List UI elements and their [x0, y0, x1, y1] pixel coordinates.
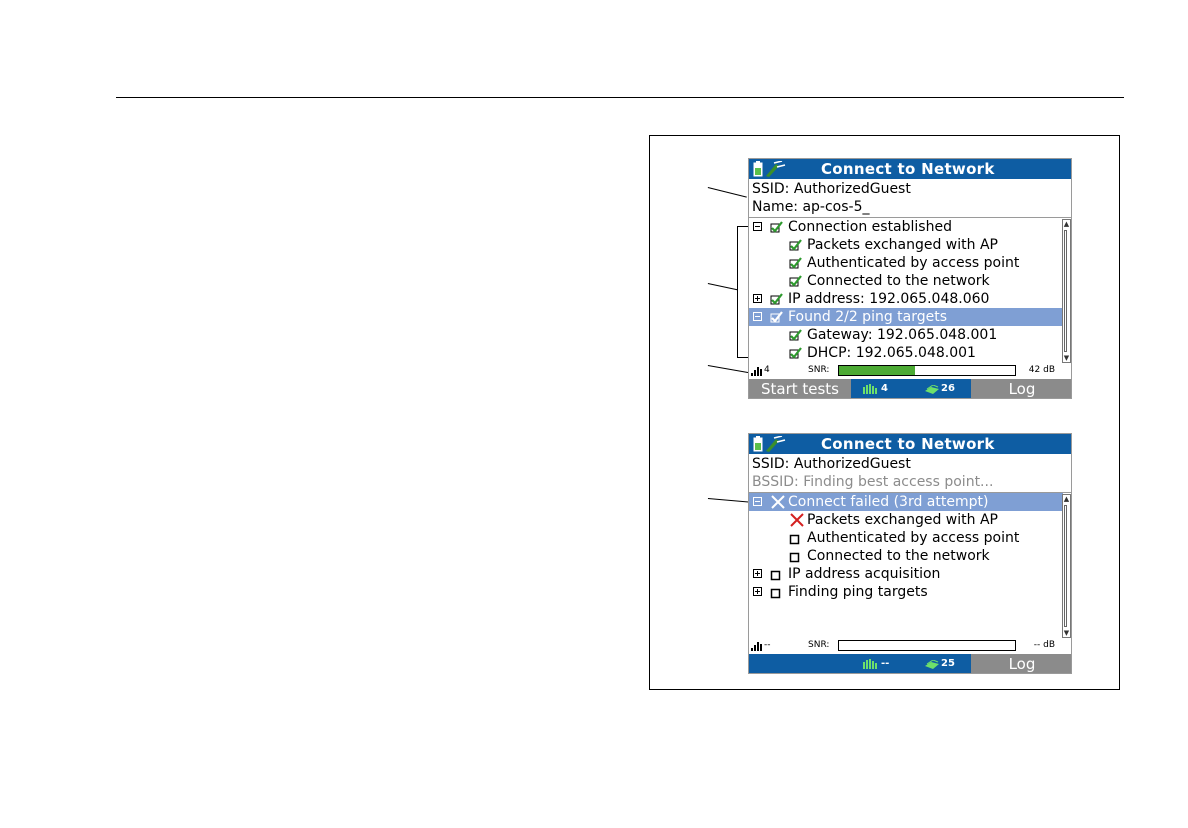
title-bar [749, 434, 1071, 454]
tree-row-packets[interactable] [749, 511, 1063, 529]
device-count: 25 [941, 658, 955, 669]
signal-value: 4 [764, 365, 770, 375]
scroll-up-arrow-icon[interactable]: ▲ [1063, 220, 1070, 228]
devices-icon [925, 660, 939, 669]
tree-row-ping-targets-selected[interactable] [749, 308, 1063, 326]
checkbox-checked-icon [789, 329, 802, 342]
soft-key-bar [749, 654, 1071, 674]
signal-value: -- [764, 640, 771, 650]
tree-row-ip-address[interactable] [749, 290, 1063, 308]
callout-bracket-tree [737, 226, 748, 358]
tree-row-ip-acquisition[interactable] [749, 565, 1063, 583]
row-label: Authenticated by access point [807, 255, 1020, 271]
checkbox-checked-icon [789, 275, 802, 288]
row-label: Connect failed (3rd attempt) [788, 494, 989, 510]
row-label: Connected to the network [807, 273, 990, 289]
row-label: Packets exchanged with AP [807, 512, 998, 528]
snr-bar [838, 640, 1016, 651]
battery-plug-icon [752, 436, 788, 452]
row-label: Packets exchanged with AP [807, 237, 998, 253]
snr-value: -- dB [1033, 640, 1055, 650]
scrollbar[interactable] [1062, 494, 1071, 638]
signal-count: 4 [881, 383, 888, 394]
row-label: Connection established [788, 219, 952, 235]
tree-row-gateway[interactable] [749, 326, 1063, 344]
collapse-icon[interactable] [753, 222, 762, 231]
scroll-thumb[interactable] [1064, 505, 1067, 627]
expand-icon[interactable] [753, 587, 762, 596]
checkbox-empty-icon [770, 568, 783, 581]
fail-x-icon [770, 494, 786, 510]
bssid-line: BSSID: Finding best access point... [752, 474, 994, 490]
snr-bar [838, 365, 1016, 376]
tree-row-connected[interactable] [749, 272, 1063, 290]
device-count: 26 [941, 383, 955, 394]
snr-label: SNR: [808, 640, 830, 650]
snr-bar-fill [839, 366, 915, 375]
scroll-up-arrow-icon[interactable]: ▲ [1063, 495, 1070, 503]
tree-row-ping-targets[interactable] [749, 583, 1063, 601]
collapse-icon[interactable] [753, 497, 762, 506]
scroll-down-arrow-icon[interactable]: ▼ [1063, 629, 1070, 637]
row-label: Gateway: 192.065.048.001 [807, 327, 998, 343]
row-label: Connected to the network [807, 548, 990, 564]
signal-strength-icon [751, 640, 763, 654]
tree-row-authenticated[interactable] [749, 254, 1063, 272]
snr-label: SNR: [808, 365, 830, 375]
status-indicators [851, 654, 971, 674]
screen-connect-failed [748, 433, 1072, 674]
window-title: Connect to Network [821, 160, 995, 178]
tree-row-packets[interactable] [749, 236, 1063, 254]
tree-row-connected[interactable] [749, 547, 1063, 565]
checkbox-checked-icon [789, 257, 802, 270]
screen-connected [748, 158, 1072, 399]
checkbox-empty-icon [770, 586, 783, 599]
status-line [749, 638, 1071, 655]
log-button[interactable]: Log [971, 379, 1072, 399]
signal-bars-icon [863, 384, 881, 394]
checkbox-empty-icon [789, 532, 802, 545]
battery-plug-icon [752, 161, 788, 177]
ssid-line: SSID: AuthorizedGuest [752, 181, 911, 197]
page-rule [116, 97, 1124, 98]
tree-row-connect-failed-selected[interactable] [749, 493, 1063, 511]
start-tests-button[interactable]: Start tests [749, 379, 851, 399]
empty-soft-key[interactable] [749, 654, 851, 674]
snr-value: 42 dB [1028, 365, 1055, 375]
scrollbar[interactable] [1062, 219, 1071, 363]
row-label: Found 2/2 ping targets [788, 309, 948, 325]
row-label: IP address: 192.065.048.060 [788, 291, 990, 307]
status-line [749, 363, 1071, 380]
fail-x-icon [789, 512, 805, 528]
collapse-icon[interactable] [753, 312, 762, 321]
scroll-down-arrow-icon[interactable]: ▼ [1063, 354, 1070, 362]
signal-bars-icon [863, 659, 881, 669]
row-label: Authenticated by access point [807, 530, 1020, 546]
tree-row-connection[interactable] [749, 218, 1063, 236]
expand-icon[interactable] [753, 294, 762, 303]
signal-strength-icon [751, 365, 763, 379]
tree-row-dhcp[interactable] [749, 344, 1063, 362]
log-button[interactable]: Log [971, 654, 1072, 674]
checkbox-checked-icon [789, 239, 802, 252]
checkbox-checked-icon [770, 221, 783, 234]
name-line: Name: ap-cos-5_ [752, 199, 870, 215]
row-label: DHCP: 192.065.048.001 [807, 345, 976, 361]
row-label: Finding ping targets [788, 584, 928, 600]
expand-icon[interactable] [753, 569, 762, 578]
soft-key-bar [749, 379, 1071, 399]
checkbox-checked-icon [770, 311, 783, 324]
checkbox-empty-icon [789, 550, 802, 563]
title-bar [749, 159, 1071, 179]
tree-row-authenticated[interactable] [749, 529, 1063, 547]
checkbox-checked-icon [770, 293, 783, 306]
status-indicators [851, 379, 971, 399]
row-label: IP address acquisition [788, 566, 941, 582]
window-title: Connect to Network [821, 435, 995, 453]
checkbox-checked-icon [789, 347, 802, 360]
ssid-line: SSID: AuthorizedGuest [752, 456, 911, 472]
signal-count: -- [881, 658, 890, 669]
scroll-thumb[interactable] [1064, 230, 1067, 352]
devices-icon [925, 385, 939, 394]
